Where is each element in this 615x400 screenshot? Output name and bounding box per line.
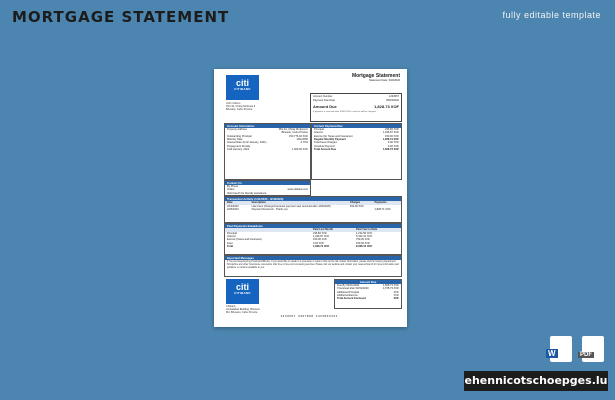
site-watermark: ehennicotschoepges.lu: [464, 371, 608, 391]
page-title: MORTGAGE STATEMENT: [12, 8, 230, 26]
word-file-icon: W: [550, 336, 572, 362]
pdf-file-icon: PDF: [582, 336, 604, 362]
citibank-logo-footer: citi CITIBANK: [226, 279, 259, 304]
bank-address: Citibank Ambalabas Building, Bhuselu Md. Bhuselu, Cebu Provice: [226, 305, 260, 315]
amount-due-coupon: Amount Due Due By 03/31/2020 1,828.73 XOF If received after 03/31/2020 1,978.73 XOF Additional Principal XOF Additional Escrow XOF Total Amount Enclosed XOF: [334, 279, 402, 309]
barcode-number: 1234567 3457890 1433093321: [280, 314, 338, 318]
format-icons: [546, 336, 608, 364]
contact-panel: Contact Us By Phone Online www.citibank.com Visit branch for friendly assistance: [224, 180, 311, 196]
tagline: fully editable template: [502, 10, 601, 20]
statement-date: Statement Date: 3/10/2020: [368, 79, 400, 82]
past-payments-panel: Past Payments Breakdown Paid Last Month Paid Year to Date Principal 236.82 XOF 1,234.56 XOF Interest 1,036.87 XOF 5,432.10 XOF Escrow (Taxes and Insurance) 150.00 XOF 750.00 XOF Fees 0.00 XOF 150.00 XOF Total 1,828.73 XOF 8,338.16 XOF: [224, 223, 402, 255]
citibank-logo: citi CITIBANK: [226, 75, 259, 100]
account-information-panel: Account Information Property Address Plot 42, Chiraj Nimbuss II Bhuselu, Cebu Provice Outstanding Principal 150,776.46 XOF Maturity Date 1/01/2056 Interest Rate (Until January, 2021) 4.75% Prepayment Penalty Until January, 2021 1,000.00 XOF: [224, 123, 311, 180]
current-payment-panel: Current Payment Due Principal 236.82 XOF Interest 1,036.87 XOF Escrow (for Taxes and Insurance) 150.00 XOF Regular Monthly Payment 1,828.73 XOF Total Fees Charged 0.00 XOF Overdue Payment 0.00 XOF Total Amount Due 1,828.73 XOF: [311, 123, 402, 180]
transaction-activity-panel: Transaction Activity (1/11/2020 - 3/10/2020) Date Description Charges Payments 2/15/2020 Late Fees (Charged because payment was received after 1/03/2020) 150.00 XOF 2/25/2020 Payment Received - Thank you 1,828.71 XOF: [224, 196, 402, 223]
statement-title: Mortgage Statement: [351, 73, 400, 79]
important-messages-panel: Important Messages If You Are Experiencing Financial Difficulty: If you would like to speak to a counselor or want to find out the full contact information, please visit the housing department. Shropshire and other foreclosure counselors offer free or low-cost counseling services. Please visit our website and contact your nearest branch for more information and guidance on options available to you.: [224, 255, 402, 277]
statement-document: [214, 69, 407, 327]
account-summary-box: Account Number 1234567 Payment Due Date 30/03/2020 Amount Due 1,828.73 XOF If payment is received after 03/31/2020 a late fee will be charged: [310, 93, 402, 122]
customer-address: John Citizen Plot 42, Chiraj Nimbuss II Bhuselu, Cebu Provice: [226, 102, 256, 112]
